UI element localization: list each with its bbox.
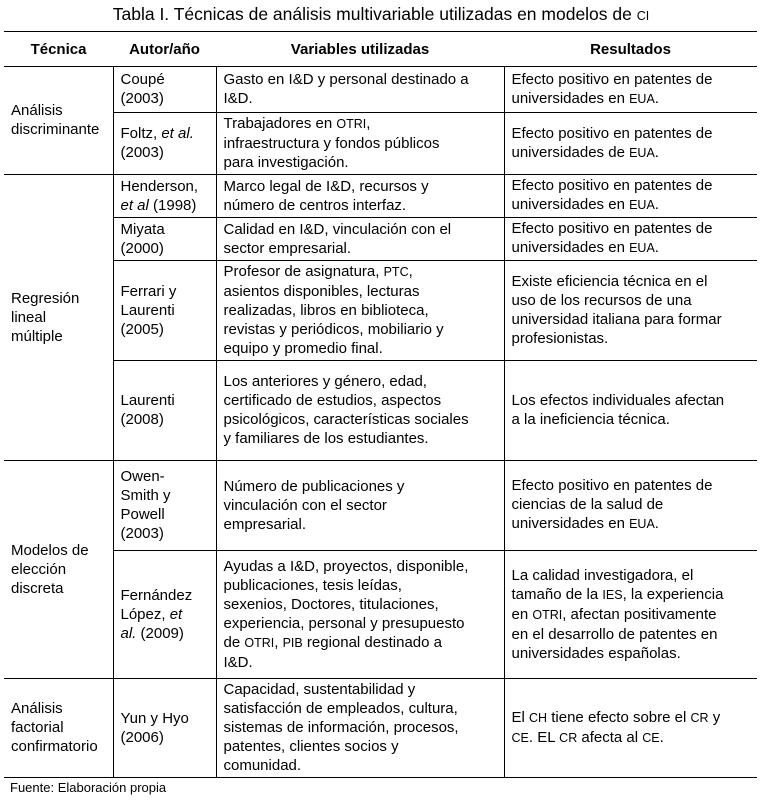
author-cell: [113, 218, 216, 261]
abbreviation: CR: [690, 710, 709, 725]
variables-cell-text: [224, 477, 499, 534]
text-run: Regresión lineal múltiple: [11, 289, 80, 345]
results-cell-text: [512, 219, 753, 258]
abbreviation: EUA: [629, 198, 655, 212]
abbreviation: OTRI: [336, 117, 367, 131]
text-run: Efecto positivo en patentes de ciencias de la salud de universidades en: [511, 477, 713, 532]
abbreviation: EUA: [629, 91, 655, 106]
results-cell-text: [512, 272, 753, 348]
variables-cell-text: [224, 262, 499, 358]
header-autor: Autor/año: [113, 32, 216, 67]
table-row: [4, 67, 757, 113]
text-run: afecta al: [577, 728, 643, 746]
variables-cell: [216, 113, 504, 175]
abbreviation: CR: [559, 730, 578, 745]
variables-cell: [216, 679, 504, 778]
author-cell-text: [121, 124, 211, 162]
results-cell: [504, 679, 757, 778]
author-cell-text: [121, 177, 211, 215]
author-cell-text: [121, 70, 211, 108]
text-run: Gasto en I&D y personal destinado a I&D.: [223, 71, 469, 107]
text-run: (2009): [136, 624, 184, 642]
technique-cell: [4, 679, 113, 778]
author-cell: [113, 175, 216, 218]
text-run: Marco legal de I&D, recursos y número de centros interfaz.: [223, 177, 429, 214]
table-row: [4, 551, 757, 679]
techniques-table: [4, 31, 757, 778]
text-run: .: [654, 515, 659, 532]
text-run: .: [654, 143, 659, 161]
author-cell: [113, 679, 216, 778]
variables-cell-text: [224, 372, 499, 448]
header-resultados: Resultados: [504, 32, 757, 67]
text-run: tiene efecto sobre el: [547, 708, 691, 726]
text-run: Los efectos individuales afectan a la ineficiencia técnica.: [511, 392, 725, 428]
author-cell: [113, 261, 216, 361]
italic-text: et al.: [161, 125, 194, 142]
abbreviation: OTRI: [244, 635, 275, 650]
abbreviation: EUA: [629, 241, 655, 255]
text-run: .: [654, 89, 659, 107]
table-row: [4, 113, 757, 175]
author-cell: [113, 461, 216, 551]
text-run: , infraestructura y fondos públicos para investigación.: [223, 115, 440, 171]
abbreviation: EUA: [629, 145, 655, 160]
results-cell-text: [512, 391, 753, 429]
text-run: Laurenti (2008): [120, 392, 175, 428]
results-cell-text: [512, 566, 753, 663]
abbreviation: PTC: [383, 265, 409, 279]
author-cell-text: [121, 586, 211, 643]
results-cell-text: [512, 176, 753, 215]
table-header: [4, 32, 757, 67]
technique-cell-text: [11, 699, 108, 756]
results-cell: [504, 461, 757, 551]
header-tecnica: Técnica: [4, 32, 113, 67]
abbreviation: CE: [642, 730, 660, 745]
text-run: Miyata (2000): [120, 220, 165, 257]
text-run: Calidad en I&D, vinculación con el sector empresarial.: [223, 220, 452, 257]
abbreviation: CE: [511, 730, 529, 745]
text-run: Efecto positivo en patentes de universidades en: [511, 70, 713, 107]
text-run: Efecto positivo en patentes de universidades en: [511, 177, 713, 213]
source-note: Fuente: Elaboración propia: [10, 780, 167, 795]
text-run: Profesor de asignatura,: [223, 263, 384, 280]
text-run: .: [654, 239, 659, 256]
results-cell-text: [512, 708, 753, 748]
text-run: Ayudas a I&D, proyectos, disponible, publicaciones, tesis leídas, sexenios, Doctores, titulaciones, experiencia, personal y presupuesto de: [223, 557, 469, 651]
text-run: Existe eficiencia técnica en el uso de los recursos de una universidad italiana para formar profesionistas.: [511, 273, 722, 347]
text-run: .: [659, 728, 664, 746]
text-run: regional destinado a I&D.: [223, 633, 442, 671]
text-run: , la experiencia en: [511, 585, 724, 623]
text-run: y: [712, 708, 721, 726]
text-run: , afectan positivamente en el desarrollo de patentes en universidades españolas.: [511, 605, 718, 662]
variables-cell: [216, 461, 504, 551]
text-run: Análisis discriminante: [11, 102, 100, 138]
results-cell-text: [512, 476, 753, 534]
text-run: Fernández López,: [120, 586, 193, 623]
author-cell-text: [121, 709, 211, 747]
text-run: Ferrari y Laurenti (2005): [120, 282, 177, 338]
header-variables: Variables utilizadas: [216, 32, 504, 67]
text-run: Efecto positivo en patentes de universidades en: [511, 220, 713, 256]
table-title-text: Tabla I. Técnicas de análisis multivariable utilizadas en modelos de: [112, 4, 637, 24]
results-cell-text: [512, 70, 753, 109]
variables-cell-text: [224, 680, 499, 775]
author-cell: [113, 113, 216, 175]
variables-cell: [216, 361, 504, 461]
table-title-abbr: CI: [636, 9, 650, 23]
table-row: [4, 361, 757, 461]
author-cell-text: [121, 391, 211, 429]
author-cell-text: [121, 282, 211, 339]
results-cell: [504, 113, 757, 175]
author-cell-text: [121, 220, 211, 258]
text-run: La calidad investigadora, el tamaño de la: [511, 566, 694, 603]
results-cell: [504, 261, 757, 361]
text-run: , asientos disponibles, lecturas realizadas, libros en biblioteca, revistas y periódicos, mobiliario y equipo y promedio final.: [223, 263, 444, 357]
results-cell: [504, 218, 757, 261]
results-cell: [504, 551, 757, 679]
abbreviation: OTRI: [532, 607, 563, 622]
text-run: . EL: [528, 728, 560, 746]
text-run: Owen- Smith y Powell (2003): [120, 468, 171, 542]
header-row: [4, 32, 757, 67]
results-cell: [504, 361, 757, 461]
text-run: Yun y Hyo (2006): [120, 709, 189, 746]
author-cell: [113, 67, 216, 113]
text-run: .: [654, 196, 659, 213]
abbreviation: CH: [529, 710, 548, 725]
abbreviation: EUA: [629, 517, 655, 531]
text-run: Capacidad, sustentabilidad y satisfacción de empleados, cultura, sistemas de información, procesos, patentes, clientes socios y comunidad.: [223, 681, 459, 774]
table-body: [4, 67, 757, 778]
text-run: Trabajadores en: [223, 115, 337, 132]
technique-cell-text: [11, 289, 108, 346]
variables-cell-text: [224, 114, 499, 172]
text-run: Modelos de elección discreta: [11, 541, 89, 597]
technique-cell-text: [11, 541, 108, 598]
author-cell: [113, 361, 216, 461]
variables-cell: [216, 551, 504, 679]
variables-cell: [216, 175, 504, 218]
author-cell-text: [121, 467, 211, 543]
variables-cell-text: [224, 70, 499, 108]
table-row: [4, 461, 757, 551]
variables-cell-text: [224, 177, 499, 215]
author-cell: [113, 551, 216, 679]
variables-cell-text: [224, 557, 499, 672]
text-run: (1998): [148, 196, 197, 214]
technique-cell: [4, 175, 113, 461]
text-run: Foltz,: [120, 125, 162, 142]
variables-cell: [216, 67, 504, 113]
text-run: Los anteriores y género, edad, certificado de estudios, aspectos psicológicos, características sociales y familiares de los estudiantes.: [223, 373, 469, 447]
results-cell-text: [512, 124, 753, 163]
results-cell: [504, 67, 757, 113]
text-run: El: [511, 708, 530, 726]
italic-text: et al: [120, 196, 149, 214]
italic-text: et al.: [120, 605, 183, 642]
technique-cell: [4, 67, 113, 175]
text-run: (2003): [120, 144, 164, 161]
table-row: [4, 679, 757, 778]
text-run: Número de publicaciones y vinculación con el sector empresarial.: [223, 477, 405, 533]
abbreviation: IES: [602, 587, 623, 602]
table-row: [4, 261, 757, 361]
table-row: [4, 175, 757, 218]
abbreviation: PIB: [282, 635, 303, 650]
table-title: [0, 2, 762, 26]
variables-cell: [216, 218, 504, 261]
technique-cell-text: [11, 101, 108, 139]
text-run: Efecto positivo en patentes de universidades de: [511, 124, 713, 161]
text-run: Coupé (2003): [120, 71, 165, 107]
table-row: [4, 218, 757, 261]
text-run: Análisis factorial confirmatorio: [11, 700, 98, 755]
results-cell: [504, 175, 757, 218]
variables-cell: [216, 261, 504, 361]
technique-cell: [4, 461, 113, 679]
variables-cell-text: [224, 220, 499, 258]
text-run: Henderson,: [120, 177, 199, 195]
text-run: ,: [274, 633, 283, 651]
